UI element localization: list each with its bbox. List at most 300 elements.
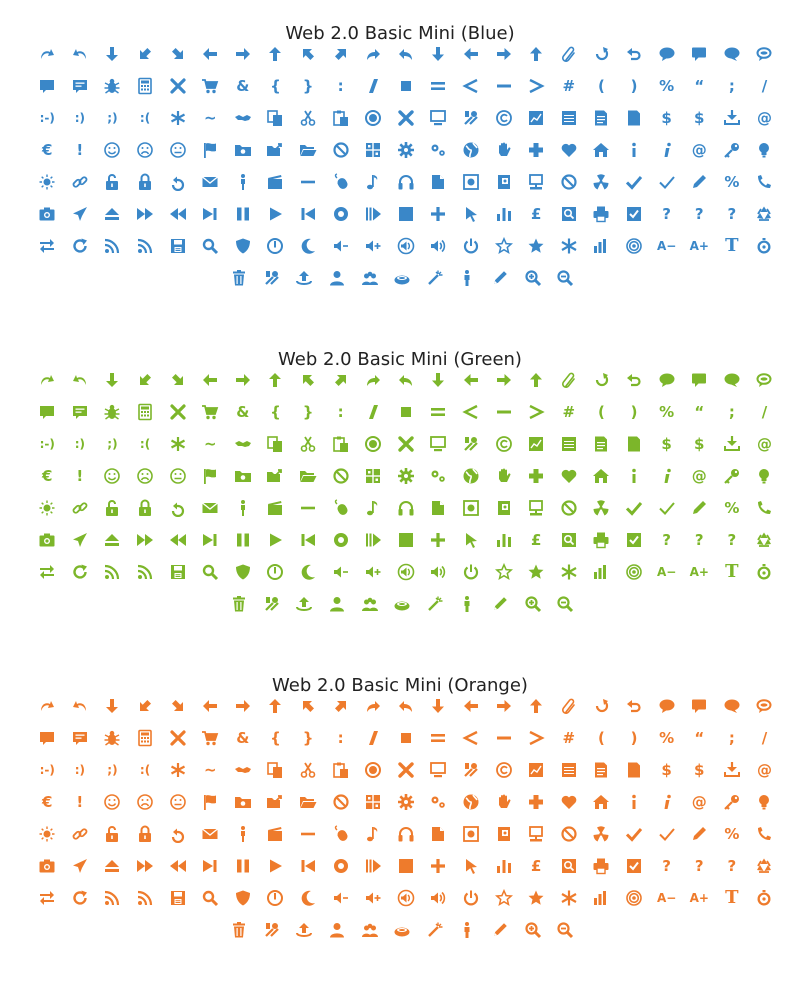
mail-icon xyxy=(194,818,227,850)
loop-icon xyxy=(161,166,194,198)
gear-icon xyxy=(390,786,423,818)
folder-open-icon xyxy=(292,460,325,492)
camera-icon xyxy=(31,198,64,230)
zoom-in-icon xyxy=(516,262,549,294)
stop-icon xyxy=(390,850,423,882)
play-icon xyxy=(259,850,292,882)
man-icon xyxy=(227,166,260,198)
sync-icon xyxy=(31,230,64,262)
info-italic-icon xyxy=(650,134,683,166)
plane-icon xyxy=(64,850,97,882)
plus-cross-icon xyxy=(520,460,553,492)
pound-icon: £ xyxy=(531,204,542,223)
zoom-in-icon xyxy=(516,914,549,946)
rewind-icon xyxy=(161,524,194,556)
stop-icon xyxy=(390,524,423,556)
cart-icon xyxy=(194,722,227,754)
fast-forward-icon xyxy=(129,524,162,556)
text-smaller-icon: A− xyxy=(656,565,677,579)
star-icon xyxy=(520,556,553,588)
phone-icon xyxy=(748,166,781,198)
play-pause-icon xyxy=(357,198,390,230)
document-filled-icon xyxy=(618,428,651,460)
gears-icon xyxy=(422,134,455,166)
save-icon xyxy=(161,230,194,262)
dash-icon xyxy=(292,492,325,524)
speech-bubble-icon xyxy=(650,364,683,396)
slash-icon: / xyxy=(761,728,768,747)
scissors-icon xyxy=(292,754,325,786)
folder-open-arrow-icon xyxy=(259,460,292,492)
asterisk-icon xyxy=(161,754,194,786)
reply-icon xyxy=(390,690,423,722)
stats-icon xyxy=(585,556,618,588)
chat-bubble-icon xyxy=(716,364,749,396)
text-larger-icon: A+ xyxy=(689,239,709,253)
shield-icon xyxy=(227,230,260,262)
users-icon xyxy=(353,914,386,946)
save-icon xyxy=(161,882,194,914)
text-larger-icon: A+ xyxy=(689,565,709,579)
percent-2-icon: % xyxy=(724,498,740,517)
comment-lines-icon xyxy=(64,396,97,428)
bar-chart-icon xyxy=(487,524,520,556)
smiley-text-icon: :-) xyxy=(39,437,55,451)
mute-icon xyxy=(390,230,423,262)
percent-2-icon: % xyxy=(724,172,740,191)
brace-left-icon: { xyxy=(270,402,281,421)
checkbox-icon xyxy=(618,198,651,230)
greater-than-icon xyxy=(520,396,553,428)
upload-icon xyxy=(288,262,321,294)
brace-right-icon: } xyxy=(302,402,314,421)
zoom-out-icon xyxy=(549,588,582,620)
note-icon xyxy=(422,492,455,524)
power-circle-icon xyxy=(259,556,292,588)
arrow-left-bold-icon xyxy=(455,364,488,396)
paren-right-icon: ) xyxy=(630,728,638,747)
search-icon xyxy=(194,882,227,914)
ampersand-icon: & xyxy=(236,728,250,747)
no-entry-icon xyxy=(553,818,586,850)
neutral-face-icon xyxy=(161,134,194,166)
chart-box-icon xyxy=(520,102,553,134)
bug-icon xyxy=(96,722,129,754)
mail-icon xyxy=(194,492,227,524)
rss-icon xyxy=(96,882,129,914)
arrow-up-right-icon xyxy=(324,690,357,722)
arrow-down-bold-icon xyxy=(422,690,455,722)
speech-bubble-icon xyxy=(650,38,683,70)
gears-icon xyxy=(422,786,455,818)
sparkle-icon xyxy=(553,556,586,588)
pen-icon xyxy=(484,588,517,620)
redo-curve-icon xyxy=(31,690,64,722)
copy-icon xyxy=(259,428,292,460)
exclamation-icon: ! xyxy=(76,140,84,159)
timer-icon xyxy=(748,882,781,914)
pointer-icon xyxy=(455,198,488,230)
skip-end-icon xyxy=(194,850,227,882)
paste-icon xyxy=(324,754,357,786)
loop-icon xyxy=(161,818,194,850)
network-icon xyxy=(520,166,553,198)
wink-text-icon: ;) xyxy=(107,763,118,777)
asterisk-icon xyxy=(161,102,194,134)
stop-icon xyxy=(390,198,423,230)
fast-forward-icon xyxy=(129,850,162,882)
comment-icon xyxy=(31,70,64,102)
unlock-icon xyxy=(96,492,129,524)
skip-start-icon xyxy=(292,524,325,556)
eject-icon xyxy=(96,524,129,556)
arrow-right-bold-icon xyxy=(487,364,520,396)
arrow-left-bold-icon xyxy=(455,38,488,70)
shield-icon xyxy=(227,556,260,588)
question-icon: ? xyxy=(662,204,671,223)
question-2-icon: ? xyxy=(694,204,704,223)
wink-text-icon: ;) xyxy=(107,111,118,125)
text-larger-icon: A+ xyxy=(689,891,709,905)
refresh-back-icon xyxy=(585,690,618,722)
handshake-icon xyxy=(227,428,260,460)
pound-icon: £ xyxy=(531,530,542,549)
chart-box-icon xyxy=(520,428,553,460)
document-filled-icon xyxy=(618,754,651,786)
pencil-icon xyxy=(683,818,716,850)
no-entry-icon xyxy=(553,492,586,524)
movie-icon xyxy=(259,492,292,524)
recycle-icon xyxy=(748,524,781,556)
quote-slash-icon xyxy=(357,396,390,428)
person-icon xyxy=(451,262,484,294)
arrow-up-left-icon xyxy=(292,38,325,70)
stats-icon xyxy=(585,882,618,914)
scissors-icon xyxy=(292,428,325,460)
smiley-text-2-icon: :) xyxy=(74,437,85,451)
dollar-icon: $ xyxy=(661,760,672,779)
pause-icon xyxy=(227,198,260,230)
comment-lines-icon xyxy=(64,70,97,102)
paren-right-icon: ) xyxy=(630,402,638,421)
sync-icon xyxy=(31,882,64,914)
home-icon xyxy=(585,786,618,818)
percent-icon: % xyxy=(659,402,675,421)
printer-icon xyxy=(585,850,618,882)
magnify-box-icon xyxy=(553,850,586,882)
home-icon xyxy=(585,460,618,492)
phone-icon xyxy=(748,492,781,524)
arrow-left-icon xyxy=(194,38,227,70)
close-x-icon xyxy=(161,396,194,428)
photo-icon xyxy=(455,492,488,524)
hash-icon: # xyxy=(562,76,576,95)
arrow-right-icon xyxy=(227,690,260,722)
music-note-icon xyxy=(357,818,390,850)
calendar-icon xyxy=(553,754,586,786)
chat-bubble-icon xyxy=(716,38,749,70)
redo-curve-icon xyxy=(31,38,64,70)
wand-icon xyxy=(419,588,452,620)
bug-icon xyxy=(96,396,129,428)
tools-icon xyxy=(455,754,488,786)
sparkle-icon xyxy=(553,230,586,262)
rss-icon xyxy=(96,230,129,262)
delete-x-icon xyxy=(390,102,423,134)
check-icon xyxy=(618,818,651,850)
download-icon xyxy=(716,754,749,786)
bar-chart-icon xyxy=(487,198,520,230)
arrow-down-left-icon xyxy=(129,38,162,70)
redo-curve-icon xyxy=(31,364,64,396)
upload-icon xyxy=(288,588,321,620)
users-icon xyxy=(353,588,386,620)
document-icon xyxy=(585,754,618,786)
chat-bubble-outline-icon xyxy=(748,38,781,70)
tea-icon xyxy=(386,588,419,620)
sheet-title: Web 2.0 Basic Mini (Orange) xyxy=(272,675,528,696)
phone-book-icon xyxy=(487,818,520,850)
zoom-out-icon xyxy=(549,262,582,294)
plus-icon xyxy=(422,850,455,882)
globe-icon xyxy=(455,460,488,492)
copyright-icon xyxy=(487,428,520,460)
rss-2-icon xyxy=(129,230,162,262)
star-icon xyxy=(520,230,553,262)
dollar-2-icon: $ xyxy=(694,434,705,453)
arrow-left-icon xyxy=(194,364,227,396)
smile-face-icon xyxy=(96,134,129,166)
arrow-down-right-icon xyxy=(161,38,194,70)
heart-icon xyxy=(553,460,586,492)
paperclip-icon xyxy=(553,364,586,396)
tilde-icon: ~ xyxy=(203,108,217,127)
smiley-text-2-icon: :) xyxy=(74,763,85,777)
cart-icon xyxy=(194,396,227,428)
less-than-icon xyxy=(455,722,488,754)
greater-than-icon xyxy=(520,722,553,754)
radiation-icon xyxy=(585,818,618,850)
check-thin-icon xyxy=(650,818,683,850)
check-icon xyxy=(618,492,651,524)
trash-icon xyxy=(223,588,256,620)
semicolon-icon: ; xyxy=(728,76,735,95)
at-sign-icon: @ xyxy=(756,108,772,127)
target-icon xyxy=(618,556,651,588)
tools-icon xyxy=(455,428,488,460)
man-icon xyxy=(227,818,260,850)
check-thin-icon xyxy=(650,492,683,524)
check-thin-icon xyxy=(650,166,683,198)
rss-icon xyxy=(96,556,129,588)
equals-icon xyxy=(422,396,455,428)
gears-icon xyxy=(422,460,455,492)
eject-icon xyxy=(96,850,129,882)
question-2-icon: ? xyxy=(694,530,704,549)
ampersand-icon: & xyxy=(236,402,250,421)
hand-icon xyxy=(487,134,520,166)
at-sign-icon: @ xyxy=(756,434,772,453)
colon-icon: : xyxy=(337,76,344,95)
speaker-icon xyxy=(422,882,455,914)
euro-icon: € xyxy=(42,466,53,485)
headphones-icon xyxy=(390,166,423,198)
download-icon xyxy=(716,102,749,134)
forward-icon xyxy=(357,364,390,396)
brace-right-icon: } xyxy=(302,76,314,95)
check-icon xyxy=(618,166,651,198)
heart-icon xyxy=(553,134,586,166)
smiley-text-2-icon: :) xyxy=(74,111,85,125)
dollar-2-icon: $ xyxy=(694,760,705,779)
unlock-icon xyxy=(96,818,129,850)
dollar-icon: $ xyxy=(661,434,672,453)
euro-icon: € xyxy=(42,140,53,159)
search-icon xyxy=(194,230,227,262)
mute-icon xyxy=(390,882,423,914)
sad-face-icon xyxy=(129,786,162,818)
timer-icon xyxy=(748,230,781,262)
movie-icon xyxy=(259,818,292,850)
download-icon xyxy=(716,428,749,460)
neutral-face-icon xyxy=(161,786,194,818)
info-italic-icon xyxy=(650,460,683,492)
mouse-icon xyxy=(324,818,357,850)
arrow-up-bold-icon xyxy=(520,690,553,722)
volume-down-icon xyxy=(324,230,357,262)
music-note-icon xyxy=(357,166,390,198)
icon-sheet-blue xyxy=(0,22,800,332)
folder-image-icon xyxy=(227,134,260,166)
pencil-icon xyxy=(683,492,716,524)
chat-bubble-outline-icon xyxy=(748,364,781,396)
colon-icon: : xyxy=(337,402,344,421)
sheet-title: Web 2.0 Basic Mini (Green) xyxy=(278,349,522,370)
chart-box-icon xyxy=(520,754,553,786)
arrow-up-icon xyxy=(259,690,292,722)
speech-bubble-square-icon xyxy=(683,38,716,70)
tilde-icon: ~ xyxy=(203,760,217,779)
asterisk-icon xyxy=(161,428,194,460)
calculator-icon xyxy=(129,70,162,102)
reload-icon xyxy=(64,230,97,262)
percent-icon: % xyxy=(659,76,675,95)
computer-icon xyxy=(422,754,455,786)
timer-icon xyxy=(748,556,781,588)
copy-icon xyxy=(259,754,292,786)
camera-icon xyxy=(31,524,64,556)
play-pause-icon xyxy=(357,524,390,556)
magnify-box-icon xyxy=(553,198,586,230)
question-3-icon: ? xyxy=(727,204,737,223)
square-small-icon xyxy=(390,396,423,428)
moon-icon xyxy=(292,230,325,262)
folder-open-arrow-icon xyxy=(259,786,292,818)
reply-icon xyxy=(390,364,423,396)
link-icon xyxy=(64,492,97,524)
rewind-icon xyxy=(161,850,194,882)
pen-icon xyxy=(484,262,517,294)
arrow-up-bold-icon xyxy=(520,38,553,70)
arrow-down-bold-icon xyxy=(422,38,455,70)
text-smaller-icon: A− xyxy=(656,891,677,905)
comment-lines-icon xyxy=(64,722,97,754)
calendar-icon xyxy=(553,102,586,134)
quote-slash-icon xyxy=(357,70,390,102)
volume-down-icon xyxy=(324,882,357,914)
key-icon xyxy=(716,460,749,492)
phone-icon xyxy=(748,818,781,850)
arrow-down-right-icon xyxy=(161,364,194,396)
folder-open-arrow-icon xyxy=(259,134,292,166)
power-circle-icon xyxy=(259,230,292,262)
target-icon xyxy=(618,882,651,914)
tools-2-icon xyxy=(256,914,289,946)
star-outline-icon xyxy=(487,556,520,588)
arrow-right-bold-icon xyxy=(487,38,520,70)
recycle-icon xyxy=(748,198,781,230)
volume-up-icon xyxy=(357,882,390,914)
phone-book-icon xyxy=(487,492,520,524)
plus-icon xyxy=(422,198,455,230)
sad-face-icon xyxy=(129,134,162,166)
undo-icon xyxy=(618,38,651,70)
photo-icon xyxy=(455,166,488,198)
quote-icon: “ xyxy=(694,76,705,95)
less-than-icon xyxy=(455,396,488,428)
bar-chart-icon xyxy=(487,850,520,882)
colon-icon: : xyxy=(337,728,344,747)
forward-icon xyxy=(357,38,390,70)
forbidden-icon xyxy=(324,786,357,818)
smile-face-icon xyxy=(96,460,129,492)
volume-up-icon xyxy=(357,556,390,588)
arrow-up-bold-icon xyxy=(520,364,553,396)
eject-icon xyxy=(96,198,129,230)
user-icon xyxy=(321,262,354,294)
paren-left-icon: ( xyxy=(598,402,605,421)
plus-icon xyxy=(422,524,455,556)
gear-icon xyxy=(390,134,423,166)
undo-curve-icon xyxy=(64,38,97,70)
gear-icon xyxy=(390,460,423,492)
info-icon xyxy=(618,460,651,492)
heart-icon xyxy=(553,786,586,818)
icon-sheet-green xyxy=(0,348,800,658)
home-icon xyxy=(585,134,618,166)
headphones-icon xyxy=(390,492,423,524)
arrow-right-icon xyxy=(227,38,260,70)
arrow-down-icon xyxy=(96,364,129,396)
arrow-down-right-icon xyxy=(161,690,194,722)
rss-2-icon xyxy=(129,882,162,914)
copyright-icon xyxy=(487,754,520,786)
folder-image-icon xyxy=(227,786,260,818)
unlock-icon xyxy=(96,166,129,198)
greater-than-icon xyxy=(520,70,553,102)
radiation-icon xyxy=(585,492,618,524)
plane-icon xyxy=(64,198,97,230)
copy-icon xyxy=(259,102,292,134)
star-outline-icon xyxy=(487,230,520,262)
speaker-icon xyxy=(422,230,455,262)
arrow-down-left-icon xyxy=(129,364,162,396)
arrow-up-left-icon xyxy=(292,690,325,722)
arrow-right-bold-icon xyxy=(487,690,520,722)
mute-icon xyxy=(390,556,423,588)
at-sign-icon: @ xyxy=(756,760,772,779)
info-italic-icon xyxy=(650,786,683,818)
